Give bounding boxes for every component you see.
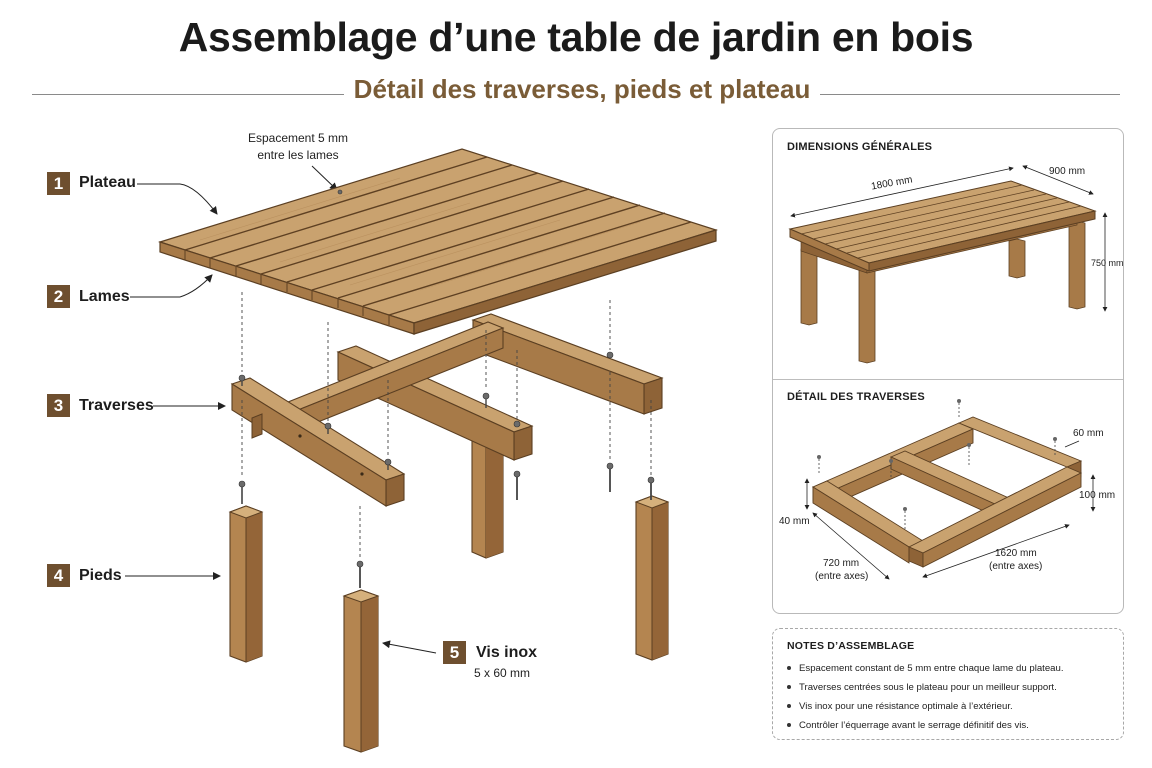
callout-number-1: 1: [47, 172, 70, 195]
dim-width-900: 900 mm: [1049, 166, 1086, 177]
leader-vis: [383, 643, 436, 653]
leg-front-left: [230, 506, 262, 662]
leg-right: [636, 496, 668, 660]
notes-title: NOTES D’ASSEMBLAGE: [787, 640, 915, 652]
screw: [338, 190, 342, 194]
divider-left: [32, 94, 344, 95]
dim-span-720: 720 mm: [823, 558, 860, 569]
dim-rail-height-100: 100 mm: [1079, 490, 1116, 501]
callout-label-pieds: Pieds: [79, 567, 122, 584]
exploded-assembly-drawing: [0, 110, 760, 768]
screw: [357, 561, 363, 588]
dim-span-1620: 1620 mm: [995, 548, 1037, 559]
dim-height-750: 750 mm: [1091, 258, 1124, 268]
screw: [607, 352, 613, 358]
divider-right: [820, 94, 1120, 95]
callout-number-3: 3: [47, 394, 70, 417]
note-item: Contrôler l’équerrage avant le serrage définitif des vis.: [787, 716, 1064, 735]
dim-length-1800: 1800 mm: [870, 174, 914, 193]
callout-label-lames: Lames: [79, 288, 130, 305]
page-title: Assemblage d’une table de jardin en bois: [178, 14, 974, 60]
screw: [607, 463, 613, 492]
note-item: Vis inox pour une résistance optimale à l’extérieur.: [787, 697, 1064, 716]
assembly-notes-box: [772, 628, 1124, 740]
spacing-note-line2: entre les lames: [257, 148, 339, 162]
note-item: Traverses centrées sous le plateau pour un meilleur support.: [787, 678, 1064, 697]
spacing-note-line1: Espacement 5 mm: [247, 131, 349, 145]
panel-dimensions-and-traverses: [772, 128, 1124, 614]
callout-number-4: 4: [47, 564, 70, 587]
dim-span-1620-sub: (entre axes): [989, 561, 1043, 572]
subtitle-row: [32, 72, 1120, 108]
callout-label-traverses: Traverses: [79, 397, 154, 414]
panel-title-traverses: DÉTAIL DES TRAVERSES: [787, 391, 925, 403]
callout-number-2: 2: [47, 285, 70, 308]
tabletop-plateau: [160, 149, 716, 334]
dim-span-720-sub: (entre axes): [815, 571, 869, 582]
leader-plateau: [137, 184, 217, 214]
callout-label-vis-inox: Vis inox: [476, 644, 538, 661]
notes-list: [787, 659, 1064, 735]
dim-rail-width-60: 60 mm: [1073, 428, 1104, 439]
callout-number-5: 5: [443, 641, 466, 664]
screw: [239, 481, 245, 504]
leader-spacing: [312, 166, 337, 190]
callout-sub-vis-size: 5 x 60 mm: [473, 666, 530, 680]
page-subtitle: Détail des traverses, pieds et plateau: [353, 74, 811, 104]
callout-label-plateau: Plateau: [79, 174, 136, 191]
leg-front-center: [344, 590, 378, 752]
dim-rail-end-40: 40 mm: [779, 516, 810, 527]
note-item: Espacement constant de 5 mm entre chaque lame du plateau.: [787, 659, 1064, 678]
panel-title-dimensions: DIMENSIONS GÉNÉRALES: [787, 141, 933, 153]
